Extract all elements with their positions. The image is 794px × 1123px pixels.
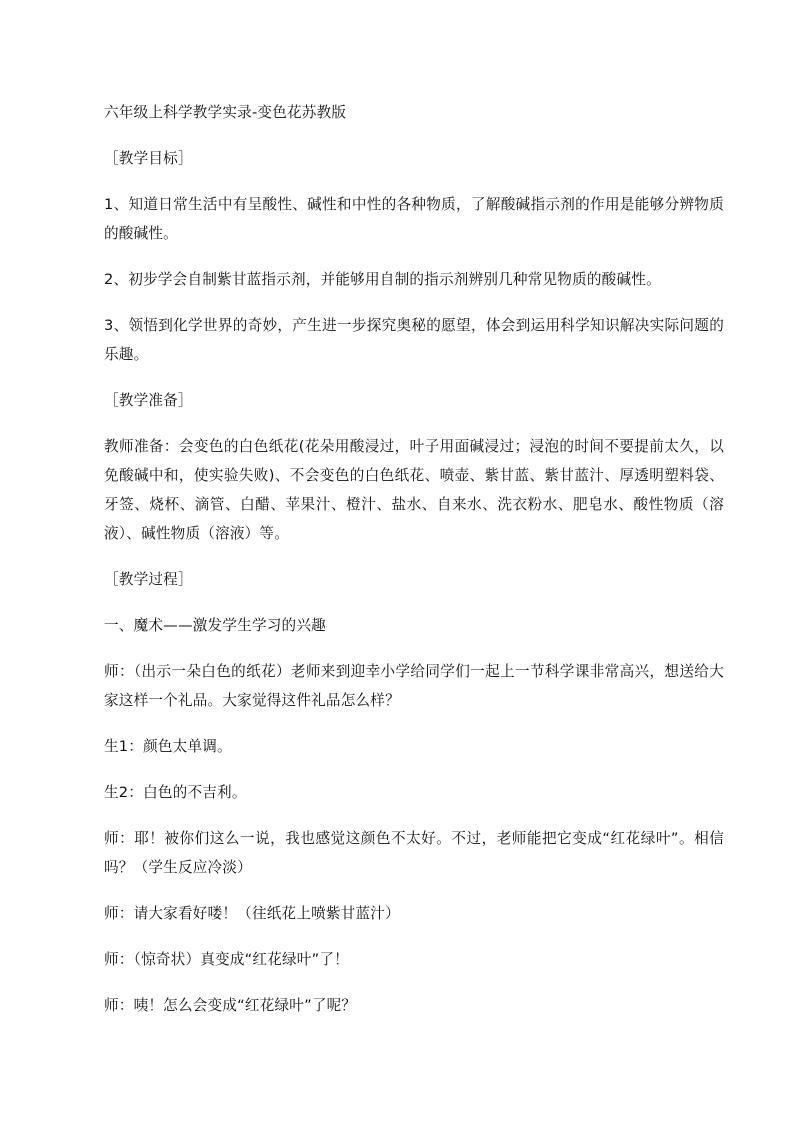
process-step-heading: 一、魔术——激发学生学习的兴趣: [104, 617, 326, 634]
document-body: [104, 98, 724, 1037]
dialogue-line-3: 生2：白色的不吉利。: [104, 784, 247, 801]
objective-3: 3、领悟到化学世界的奇妙，产生进一步探究奥秘的愿望，体会到运用科学知识解决实际问题的乐趣。: [104, 317, 724, 363]
document-title: 六年级上科学教学实录-变色花苏教版: [104, 104, 347, 121]
dialogue-line-5: 师：请大家看好喽！（往纸花上喷紫甘蓝汁）: [104, 905, 400, 922]
section-heading-objectives: ［教学目标］: [104, 150, 193, 167]
dialogue-line-4: 师：耶！被你们这么一说，我也感觉这颜色不太好。不过，老师能把它变成“红花绿叶”。相信吗？（学生反应冷淡）: [104, 830, 724, 876]
objective-1: 1、知道日常生活中有呈酸性、碱性和中性的各种物质，了解酸碱指示剂的作用是能够分辨物质的酸碱性。: [104, 196, 724, 242]
dialogue-line-7: 师：咦！怎么会变成“红花绿叶”了呢？: [104, 997, 357, 1014]
section-heading-preparation: ［教学准备］: [104, 392, 193, 409]
section-heading-process: ［教学过程］: [104, 571, 193, 588]
dialogue-line-6: 师：（惊奇状）真变成“红花绿叶”了！: [104, 951, 349, 968]
objective-2: 2、初步学会自制紫甘蓝指示剂，并能够用自制的指示剂辨别几种常见物质的酸碱性。: [104, 271, 661, 288]
dialogue-line-2: 生1：颜色太单调。: [104, 738, 232, 755]
dialogue-line-1: 师：（出示一朵白色的纸花）老师来到迎幸小学给同学们一起上一节科学课非常高兴，想送给大家这样一个礼品。大家觉得这件礼品怎么样？: [104, 663, 724, 709]
teacher-preparation: 教师准备：会变色的白色纸花(花朵用酸浸过，叶子用面碱浸过；浸泡的时间不要提前太久，以免酸碱中和，使实验失败)、不会变色的白色纸花、喷壶、紫甘蓝、紫甘蓝汁、厚透明塑料袋、牙签、烧杯、滴管、白醋、苹果汁、橙汁、盐水、自来水、洗衣粉水、肥皂水、酸性物质（溶液）、碱性物质（溶液）等。: [104, 438, 724, 542]
